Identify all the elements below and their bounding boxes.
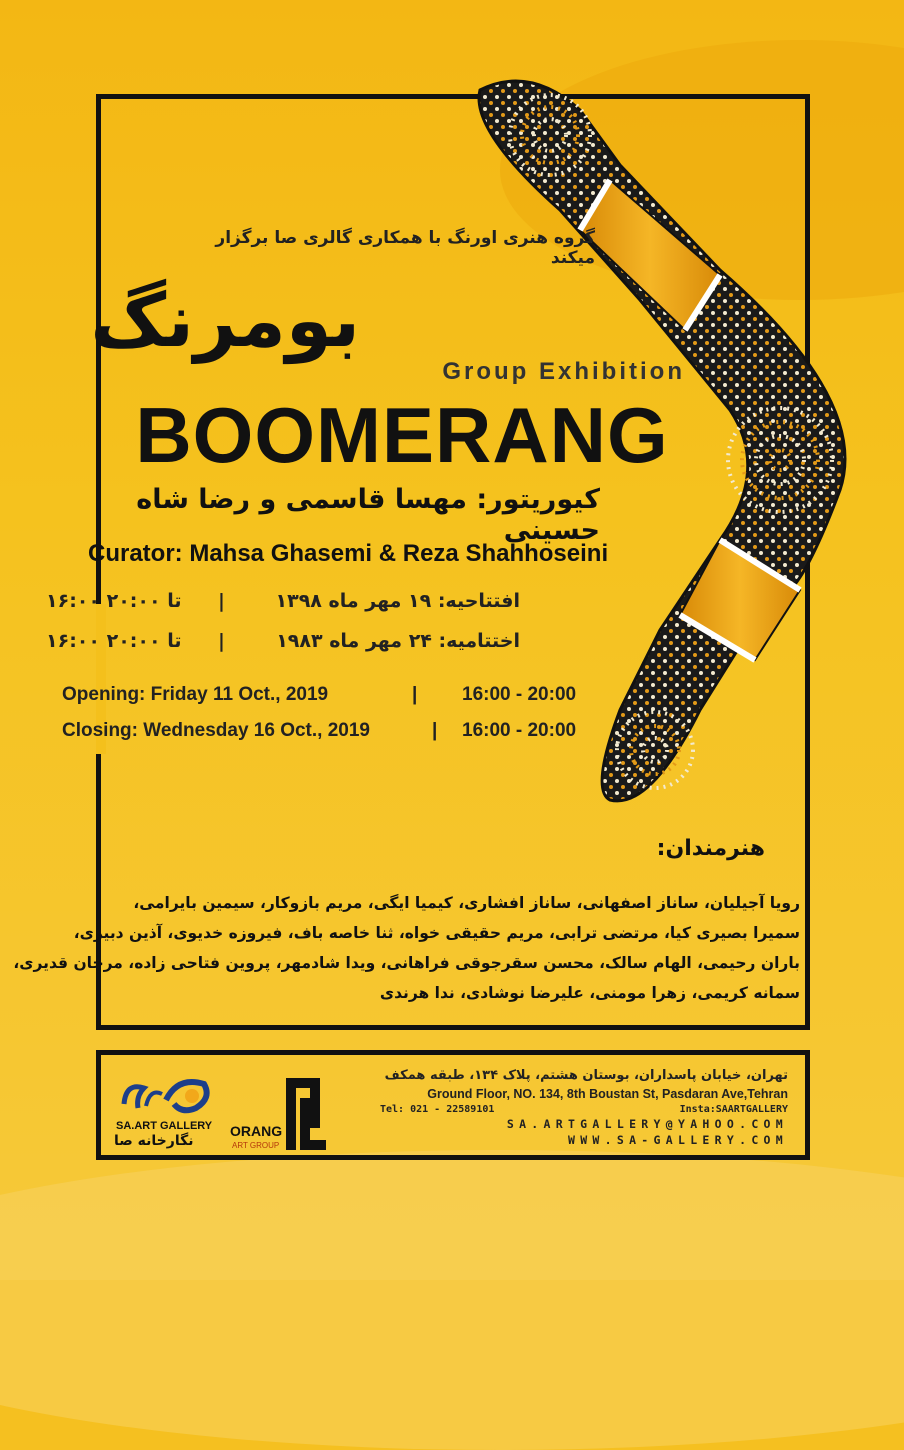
artists-line: سمیرا بصیری کیا، مرتضی ترابی، مریم حقیقی خواه، ثنا خاصه باف، فیروزه خدیوی، آذین دبیری، (73, 924, 800, 942)
artists-line: سمانه کریمی، زهرا مومنی، علیرضا نوشادی، ندا هرندی (379, 984, 800, 1002)
opening-time-english: 16:00 - 20:00 (462, 684, 577, 705)
contact-block (380, 1068, 788, 1147)
separator: | (412, 684, 418, 705)
separator: | (218, 630, 225, 652)
address-persian: تهران، خیابان پاسداران، بوستان هشتم، پلاک ۱۳۴، طبقه همکف (384, 1068, 788, 1083)
opening-persian (40, 590, 520, 620)
sa-gallery-name: SA.ART GALLERY (116, 1120, 213, 1132)
phone-number: Tel: 021 - 22589101 (380, 1104, 495, 1115)
closing-time-english: 16:00 - 20:00 (462, 720, 577, 741)
orang-name: ORANG (230, 1123, 283, 1139)
title-persian: بومرنگ (90, 278, 360, 364)
sa-gallery-name-persian: نگارخانه صا (114, 1133, 194, 1149)
artists-list (13, 888, 800, 1008)
opening-date-persian: افتتاحیه: ۱۹ مهر ماه ۱۳۹۸ (275, 590, 520, 612)
separator: | (432, 720, 438, 741)
instagram-handle: Insta:SAARTGALLERY (679, 1104, 788, 1115)
subtitle-group-exhibition: Group Exhibition (442, 358, 685, 385)
orang-subtitle: ART GROUP (232, 1141, 280, 1150)
presenter-line: گروه هنری اورنگ با همکاری گالری صا برگزار میکند (215, 228, 595, 268)
email-address: SA.ARTGALLERY@YAHOO.COM (506, 1117, 788, 1131)
opening-english (62, 684, 622, 714)
separator: | (218, 590, 225, 612)
website-url: WWW.SA-GALLERY.COM (567, 1133, 788, 1147)
closing-date-persian: اختتامیه: ۲۴ مهر ماه ۱۹۸۳ (276, 630, 520, 652)
closing-english (62, 720, 622, 750)
artists-heading: هنرمندان: (656, 836, 765, 861)
phone-insta-row (380, 1104, 788, 1115)
curator-english: Curator: Mahsa Ghasemi & Reza Shahhoseini (88, 540, 609, 567)
curator-persian: کیوریتور: مهسا قاسمی و رضا شاه حسینی (136, 484, 600, 546)
background-wave-bottom (0, 1150, 904, 1450)
title-english: BOOMERANG (135, 391, 669, 479)
address-english: Ground Floor, NO. 134, 8th Boustan St, Pasdaran Ave,Tehran (427, 1087, 788, 1101)
artists-line: باران رحیمی، الهام سالک، محسن سقرجوقی فراهانی، ویدا شادمهر، پروین فتاحی زاده، مرجان قدیری، (13, 954, 800, 972)
closing-time-persian: ۱۶:۰۰ تا ۲۰:۰۰ (46, 630, 182, 652)
opening-time-persian: ۱۶:۰۰ تا ۲۰:۰۰ (46, 590, 182, 612)
sa-gallery-logo-icon (116, 1074, 216, 1120)
closing-date-english: Closing: Wednesday 16 Oct., 2019 (62, 720, 370, 741)
opening-date-english: Opening: Friday 11 Oct., 2019 (62, 684, 329, 705)
artists-line: رویا آجیلیان، ساناز اصفهانی، ساناز افشاری، کیمیا ایگی، مریم بازوکار، سیمین بایرامی، (133, 894, 800, 912)
closing-persian (40, 630, 520, 660)
